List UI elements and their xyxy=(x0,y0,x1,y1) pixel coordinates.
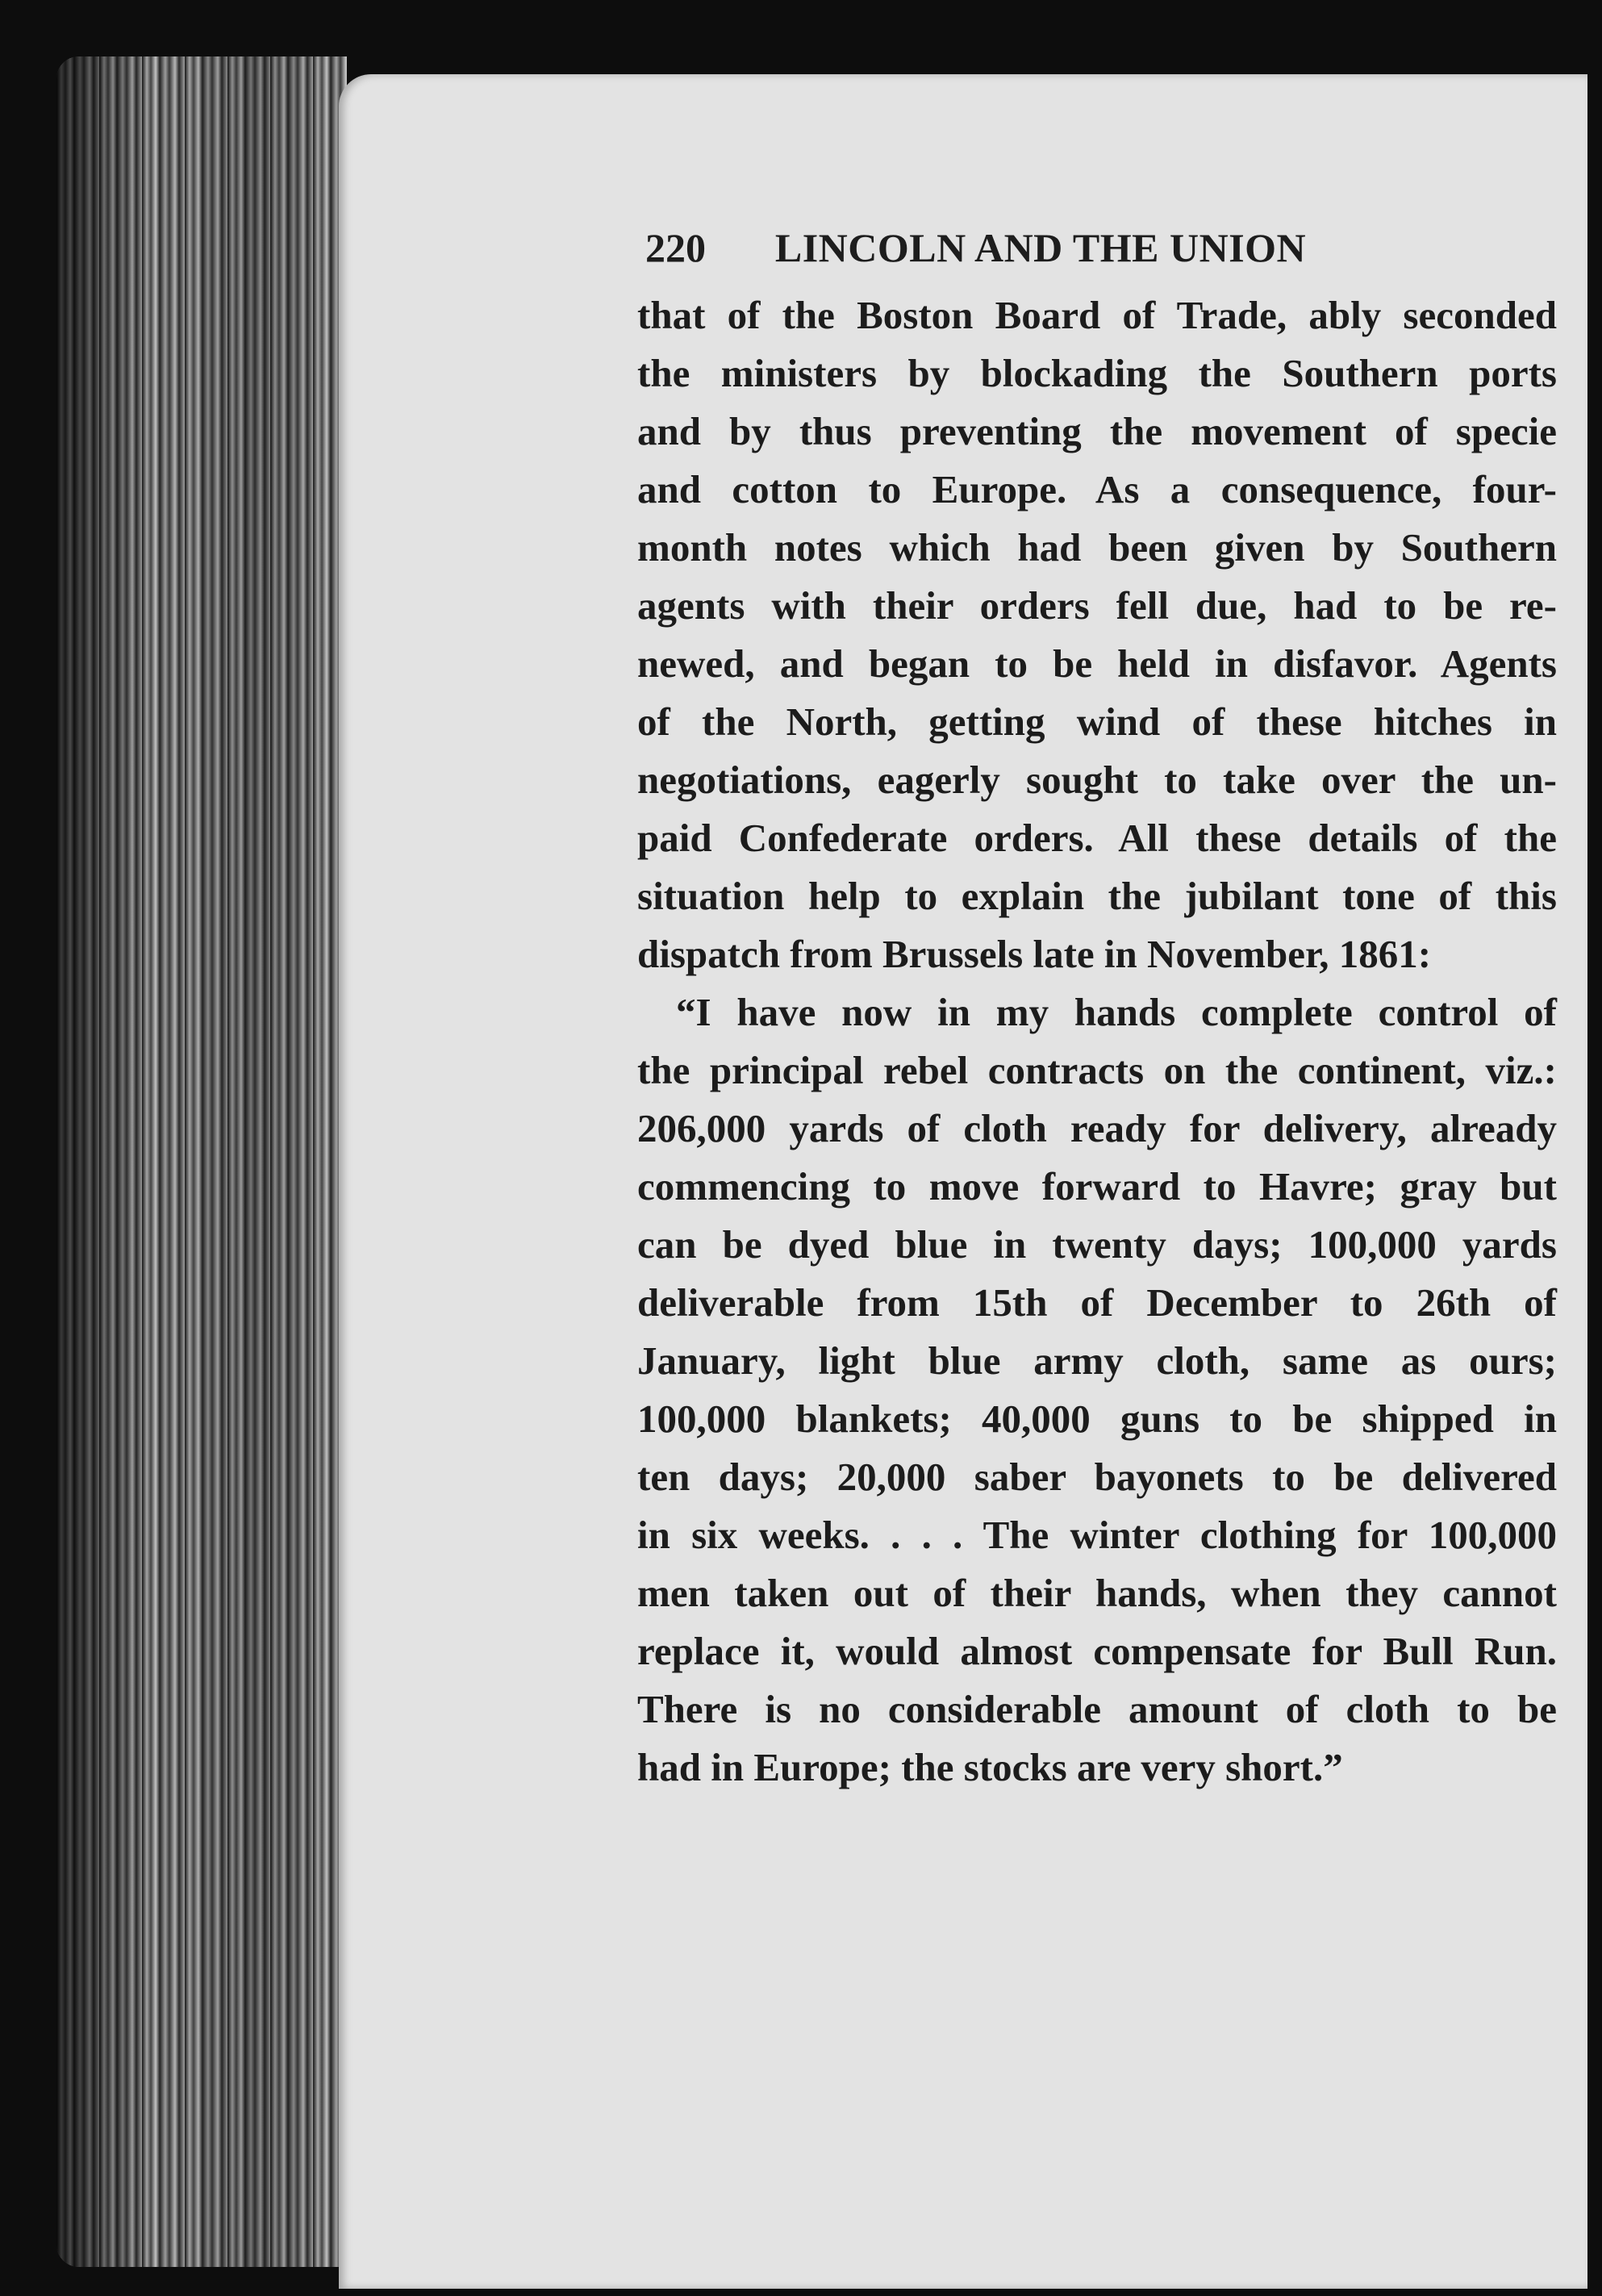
quote-line: the principal rebel contracts on the continent, viz.: xyxy=(637,1048,1557,1092)
text-line: agents with their orders fell due, had to be re- xyxy=(637,583,1557,628)
text-line: newed, and began to be held in disfavor. Agents xyxy=(637,641,1557,686)
quote-line: can be dyed blue in twenty days; 100,000 yards xyxy=(637,1222,1557,1267)
text-line: and by thus preventing the movement of specie xyxy=(637,409,1557,453)
quote-line: replace it, would almost compensate for Bull Run. xyxy=(637,1629,1557,1673)
quote-line: 206,000 yards of cloth ready for delivery, already xyxy=(637,1106,1557,1150)
page-number: 220 xyxy=(645,225,706,270)
text-line: paid Confederate orders. All these details of the xyxy=(637,816,1557,860)
quote-line: deliverable from 15th of December to 26th of xyxy=(637,1280,1557,1325)
text-line: negotiations, eagerly sought to take over the un- xyxy=(637,758,1557,802)
text-line: situation help to explain the jubilant tone of this xyxy=(637,874,1557,918)
quote-line: ten days; 20,000 saber bayonets to be delivered xyxy=(637,1455,1557,1499)
text-line: and cotton to Europe. As a consequence, four- xyxy=(637,467,1557,511)
body-text xyxy=(637,286,1557,1797)
page-title: LINCOLN AND THE UNION xyxy=(774,225,1307,270)
text-line: of the North, getting wind of these hitches in xyxy=(637,699,1557,744)
text-line: that of the Boston Board of Trade, ably seconded xyxy=(637,293,1557,337)
text-line: the ministers by blockading the Southern ports xyxy=(637,351,1557,395)
quote-line: January, light blue army cloth, same as ours; xyxy=(637,1338,1557,1383)
quote-line: 100,000 blankets; 40,000 guns to be shipped in xyxy=(637,1396,1557,1441)
quote-line: in six weeks. . . . The winter clothing for 100,000 xyxy=(637,1513,1557,1557)
book-edge-shadow xyxy=(56,56,347,2267)
running-head xyxy=(645,219,1387,276)
quote-line: had in Europe; the stocks are very short.” xyxy=(637,1745,1343,1789)
quote-line: commencing to move forward to Havre; gray but xyxy=(637,1164,1557,1209)
quote-line: There is no considerable amount of cloth to be xyxy=(637,1687,1557,1731)
text-line: dispatch from Brussels late in November, 1861: xyxy=(637,932,1432,976)
quote-line: “I have now in my hands complete control of xyxy=(676,990,1557,1034)
quote-line: men taken out of their hands, when they cannot xyxy=(637,1571,1557,1615)
text-line: month notes which had been given by Southern xyxy=(637,525,1557,570)
